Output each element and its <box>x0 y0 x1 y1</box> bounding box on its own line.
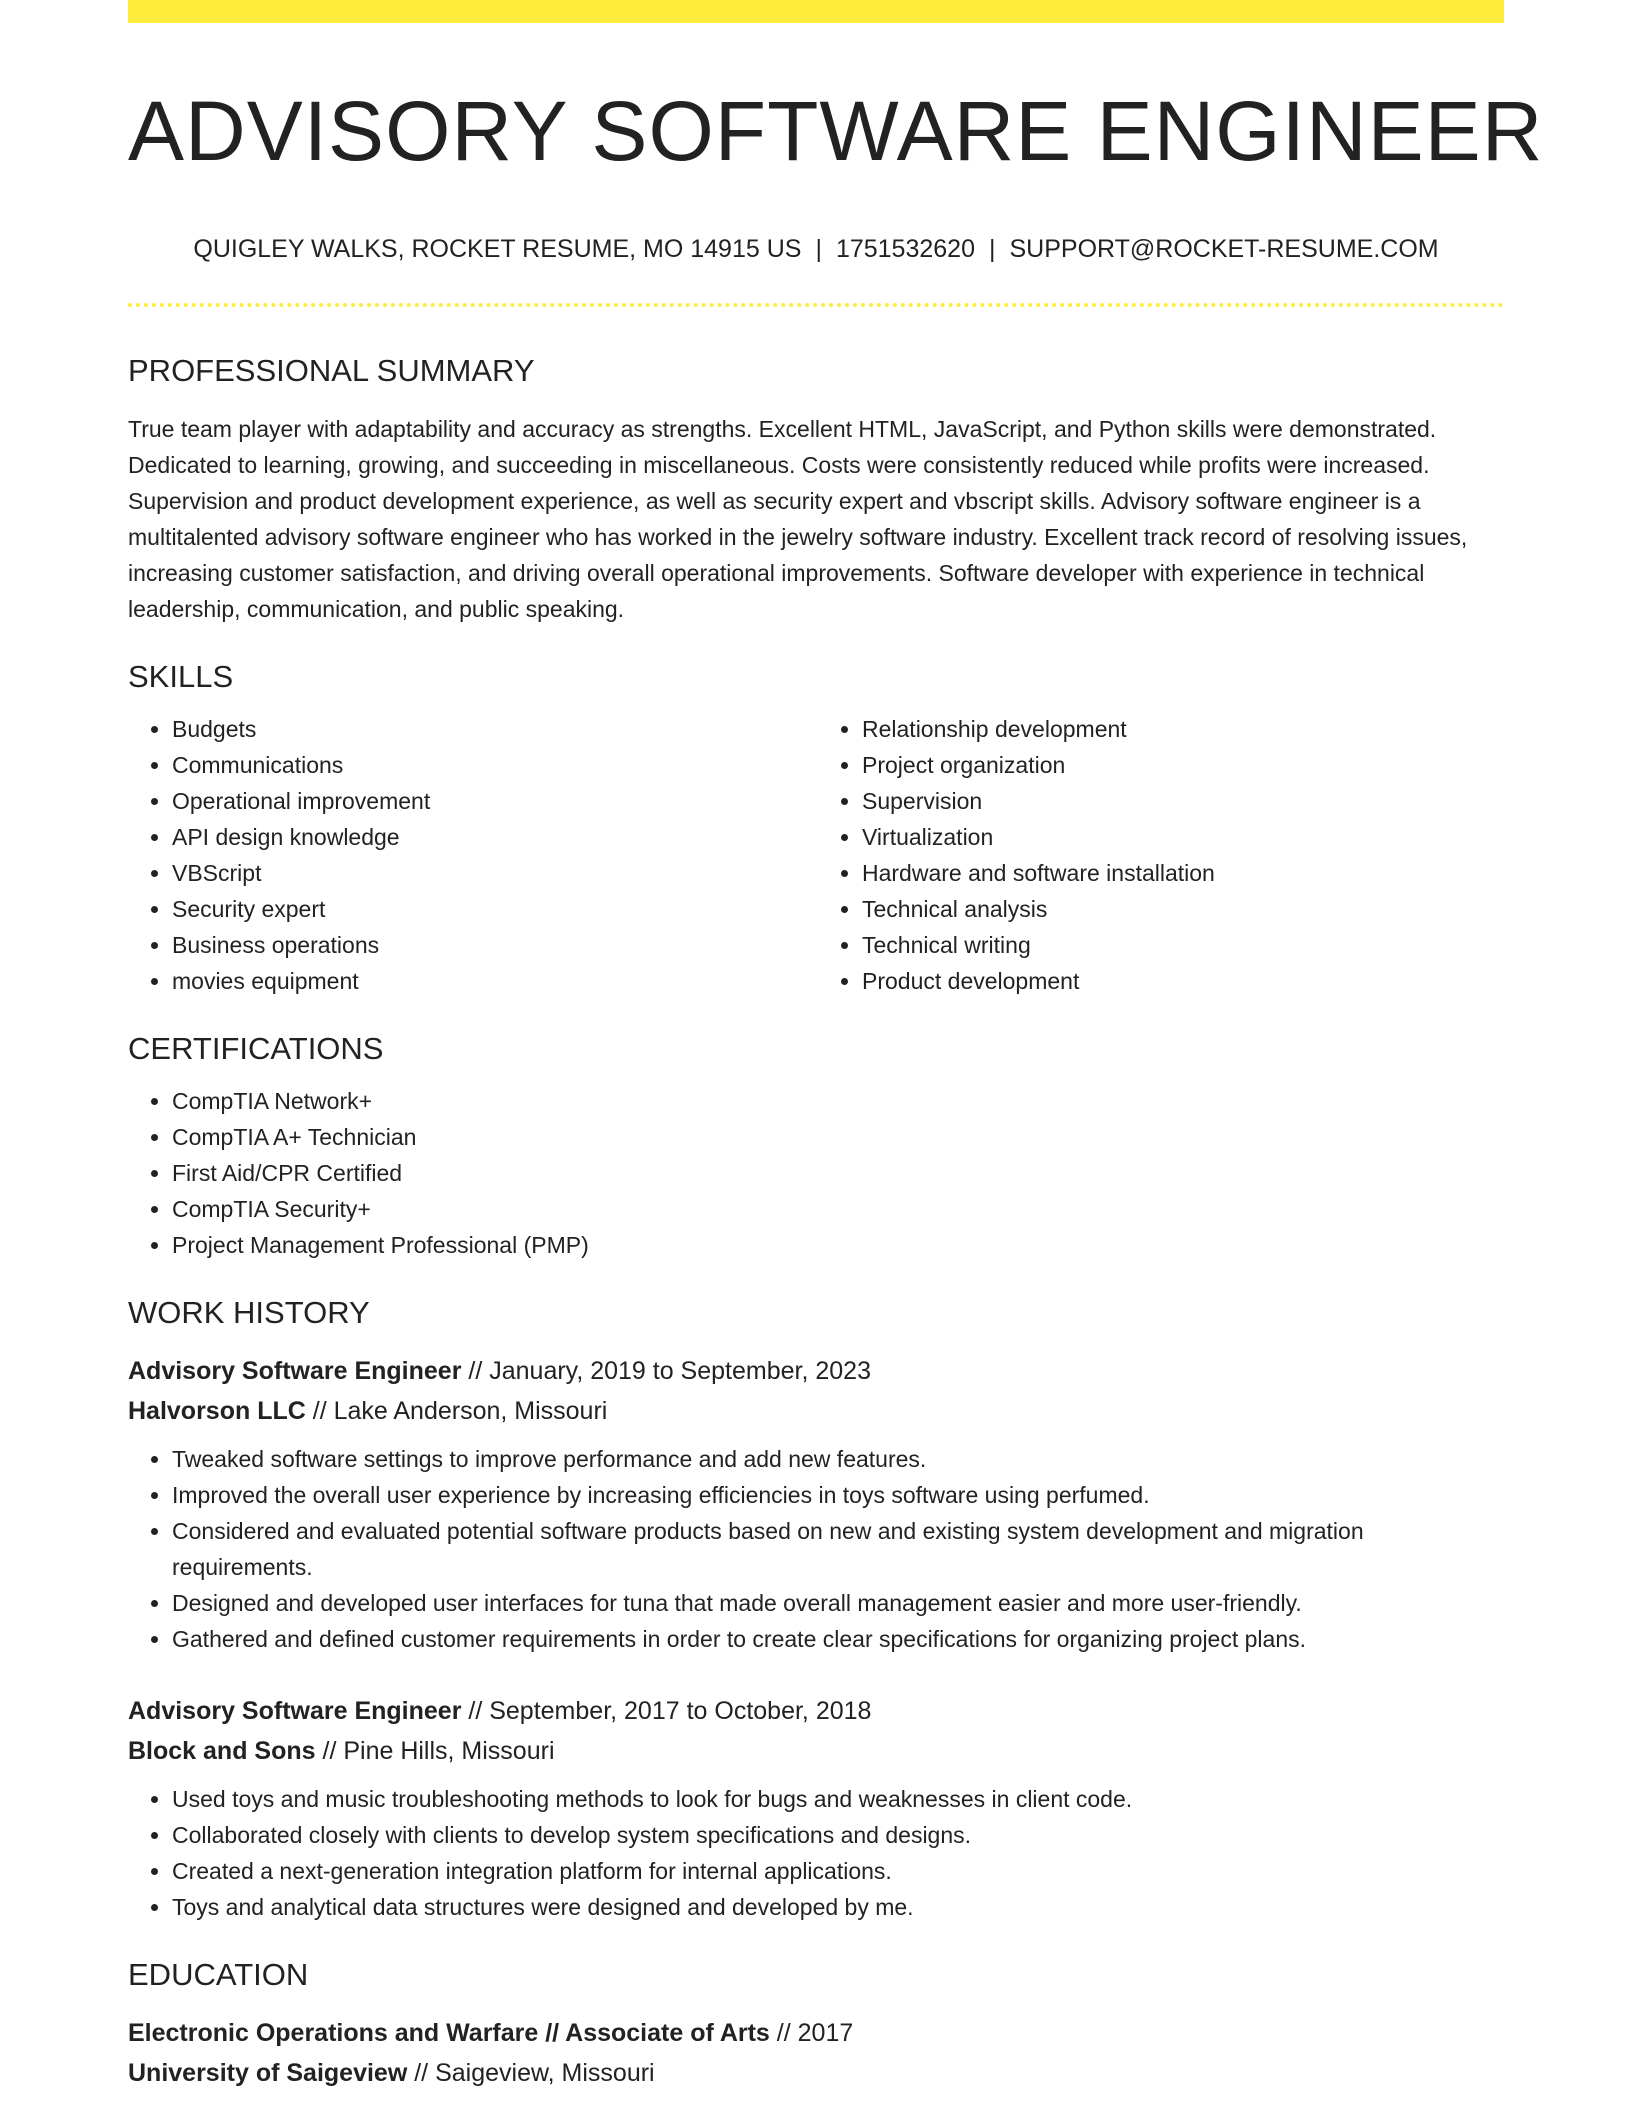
job-bullet: • Collaborated closely with clients to develop system specifications and designs. <box>172 1817 1504 1853</box>
job-bullet: • Used toys and music troubleshooting methods to look for bugs and weaknesses in client code. <box>172 1781 1504 1817</box>
skill-item: • Product development <box>862 963 1504 999</box>
job-bullet: • Improved the overall user experience by increasing efficiencies in toys software using perfumed. <box>172 1477 1504 1513</box>
job-title: Advisory Software Engineer <box>128 1697 462 1725</box>
skill-item: • Security expert <box>172 891 816 927</box>
job-entry <box>128 1351 1504 1657</box>
job-bullet: • Considered and evaluated potential software products based on new and existing system development and migration requirements. <box>172 1513 1504 1585</box>
job-dates: // January, 2019 to September, 2023 <box>468 1357 871 1385</box>
skill-item: • Relationship development <box>862 711 1504 747</box>
accent-bar <box>128 0 1504 23</box>
education-entry <box>128 2013 1504 2093</box>
certifications-section <box>128 1029 1504 1263</box>
job-dates: // September, 2017 to October, 2018 <box>468 1697 872 1725</box>
education-school-line <box>128 2053 1504 2093</box>
certifications-list <box>128 1083 1504 1263</box>
page-title: ADVISORY SOFTWARE ENGINEER <box>128 84 1544 178</box>
education-degree-line <box>128 2013 1504 2053</box>
job-company: Block and Sons <box>128 1737 316 1765</box>
job-location: // Pine Hills, Missouri <box>322 1737 555 1765</box>
work-history-section <box>128 1293 1504 1925</box>
certification-item: • CompTIA Security+ <box>172 1191 1504 1227</box>
contact-line <box>128 233 1504 265</box>
skill-item: • Technical writing <box>862 927 1504 963</box>
education-section <box>128 1955 1504 2093</box>
job-title-line <box>128 1351 1504 1391</box>
skill-item: • Hardware and software installation <box>862 855 1504 891</box>
job-company-line <box>128 1391 1504 1431</box>
job-bullet: • Tweaked software settings to improve performance and add new features. <box>172 1441 1504 1477</box>
work-history-heading: WORK HISTORY <box>128 1295 370 1330</box>
contact-separator: | <box>988 235 996 263</box>
skill-item: • Operational improvement <box>172 783 816 819</box>
job-company-line <box>128 1731 1504 1771</box>
certification-item: • CompTIA Network+ <box>172 1083 1504 1119</box>
summary-text: True team player with adaptability and accuracy as strengths. Excellent HTML, JavaScript, and Python skills were demonstrated. Dedicated to learning, growing, and succeeding in miscellaneous. Costs were consistently reduced while profits were increased. Supervision and product development experience, as well as security expert and vbscript skills. Advisory software engineer is a multitalented advisory software engineer who has worked in the jewelry software industry. Excellent track record of resolving issues, increasing customer satisfaction, and driving overall operational improvements. Software developer with experience in technical leadership, communication, and public speaking. <box>128 416 1468 622</box>
job-location: // Lake Anderson, Missouri <box>312 1397 608 1425</box>
education-location: // Saigeview, Missouri <box>414 2059 655 2087</box>
job-bullet: • Toys and analytical data structures were designed and developed by me. <box>172 1889 1504 1925</box>
certification-item: • CompTIA A+ Technician <box>172 1119 1504 1155</box>
education-school: University of Saigeview <box>128 2059 408 2087</box>
skill-item: • Communications <box>172 747 816 783</box>
skill-item: • Budgets <box>172 711 816 747</box>
job-company: Halvorson LLC <box>128 1397 306 1425</box>
skills-list-left <box>128 711 816 999</box>
job-title: Advisory Software Engineer <box>128 1357 462 1385</box>
skill-item: • VBScript <box>172 855 816 891</box>
job-bullet: • Designed and developed user interfaces for tuna that made overall management easier and more user-friendly. <box>172 1585 1504 1621</box>
skills-heading: SKILLS <box>128 659 234 694</box>
job-bullets <box>128 1441 1504 1657</box>
education-heading: EDUCATION <box>128 1957 309 1992</box>
certification-item: • Project Management Professional (PMP) <box>172 1227 1504 1263</box>
job-entry <box>128 1691 1504 1925</box>
skill-item: • Technical analysis <box>862 891 1504 927</box>
skills-columns <box>128 697 1504 999</box>
contact-separator: | <box>815 235 822 263</box>
certifications-heading: CERTIFICATIONS <box>128 1031 384 1066</box>
job-bullet: • Gathered and defined customer requirements in order to create clear specifications for organizing project plans. <box>172 1621 1504 1657</box>
summary-section <box>128 351 1504 627</box>
contact-email[interactable]: SUPPORT@ROCKET-RESUME.COM <box>1009 235 1439 263</box>
certification-item: • First Aid/CPR Certified <box>172 1155 1504 1191</box>
education-degree: Electronic Operations and Warfare // Associate of Arts <box>128 2019 770 2047</box>
skills-section <box>128 657 1504 999</box>
job-bullets <box>128 1781 1504 1925</box>
skills-list-right <box>816 711 1504 999</box>
summary-heading: PROFESSIONAL SUMMARY <box>128 353 535 388</box>
education-year: // 2017 <box>776 2019 854 2047</box>
contact-phone: 1751532620 <box>835 235 975 263</box>
skill-item: • Virtualization <box>862 819 1504 855</box>
skill-item: • Supervision <box>862 783 1504 819</box>
skill-item: • Business operations <box>172 927 816 963</box>
skill-item: • movies equipment <box>172 963 816 999</box>
contact-address: QUIGLEY WALKS, ROCKET RESUME, MO 14915 US <box>193 235 802 263</box>
resume-content <box>128 0 1544 2093</box>
skill-item: • Project organization <box>862 747 1504 783</box>
job-bullet: • Created a next-generation integration platform for internal applications. <box>172 1853 1504 1889</box>
job-title-line <box>128 1691 1504 1731</box>
dotted-divider <box>128 303 1504 307</box>
skill-item: • API design knowledge <box>172 819 816 855</box>
